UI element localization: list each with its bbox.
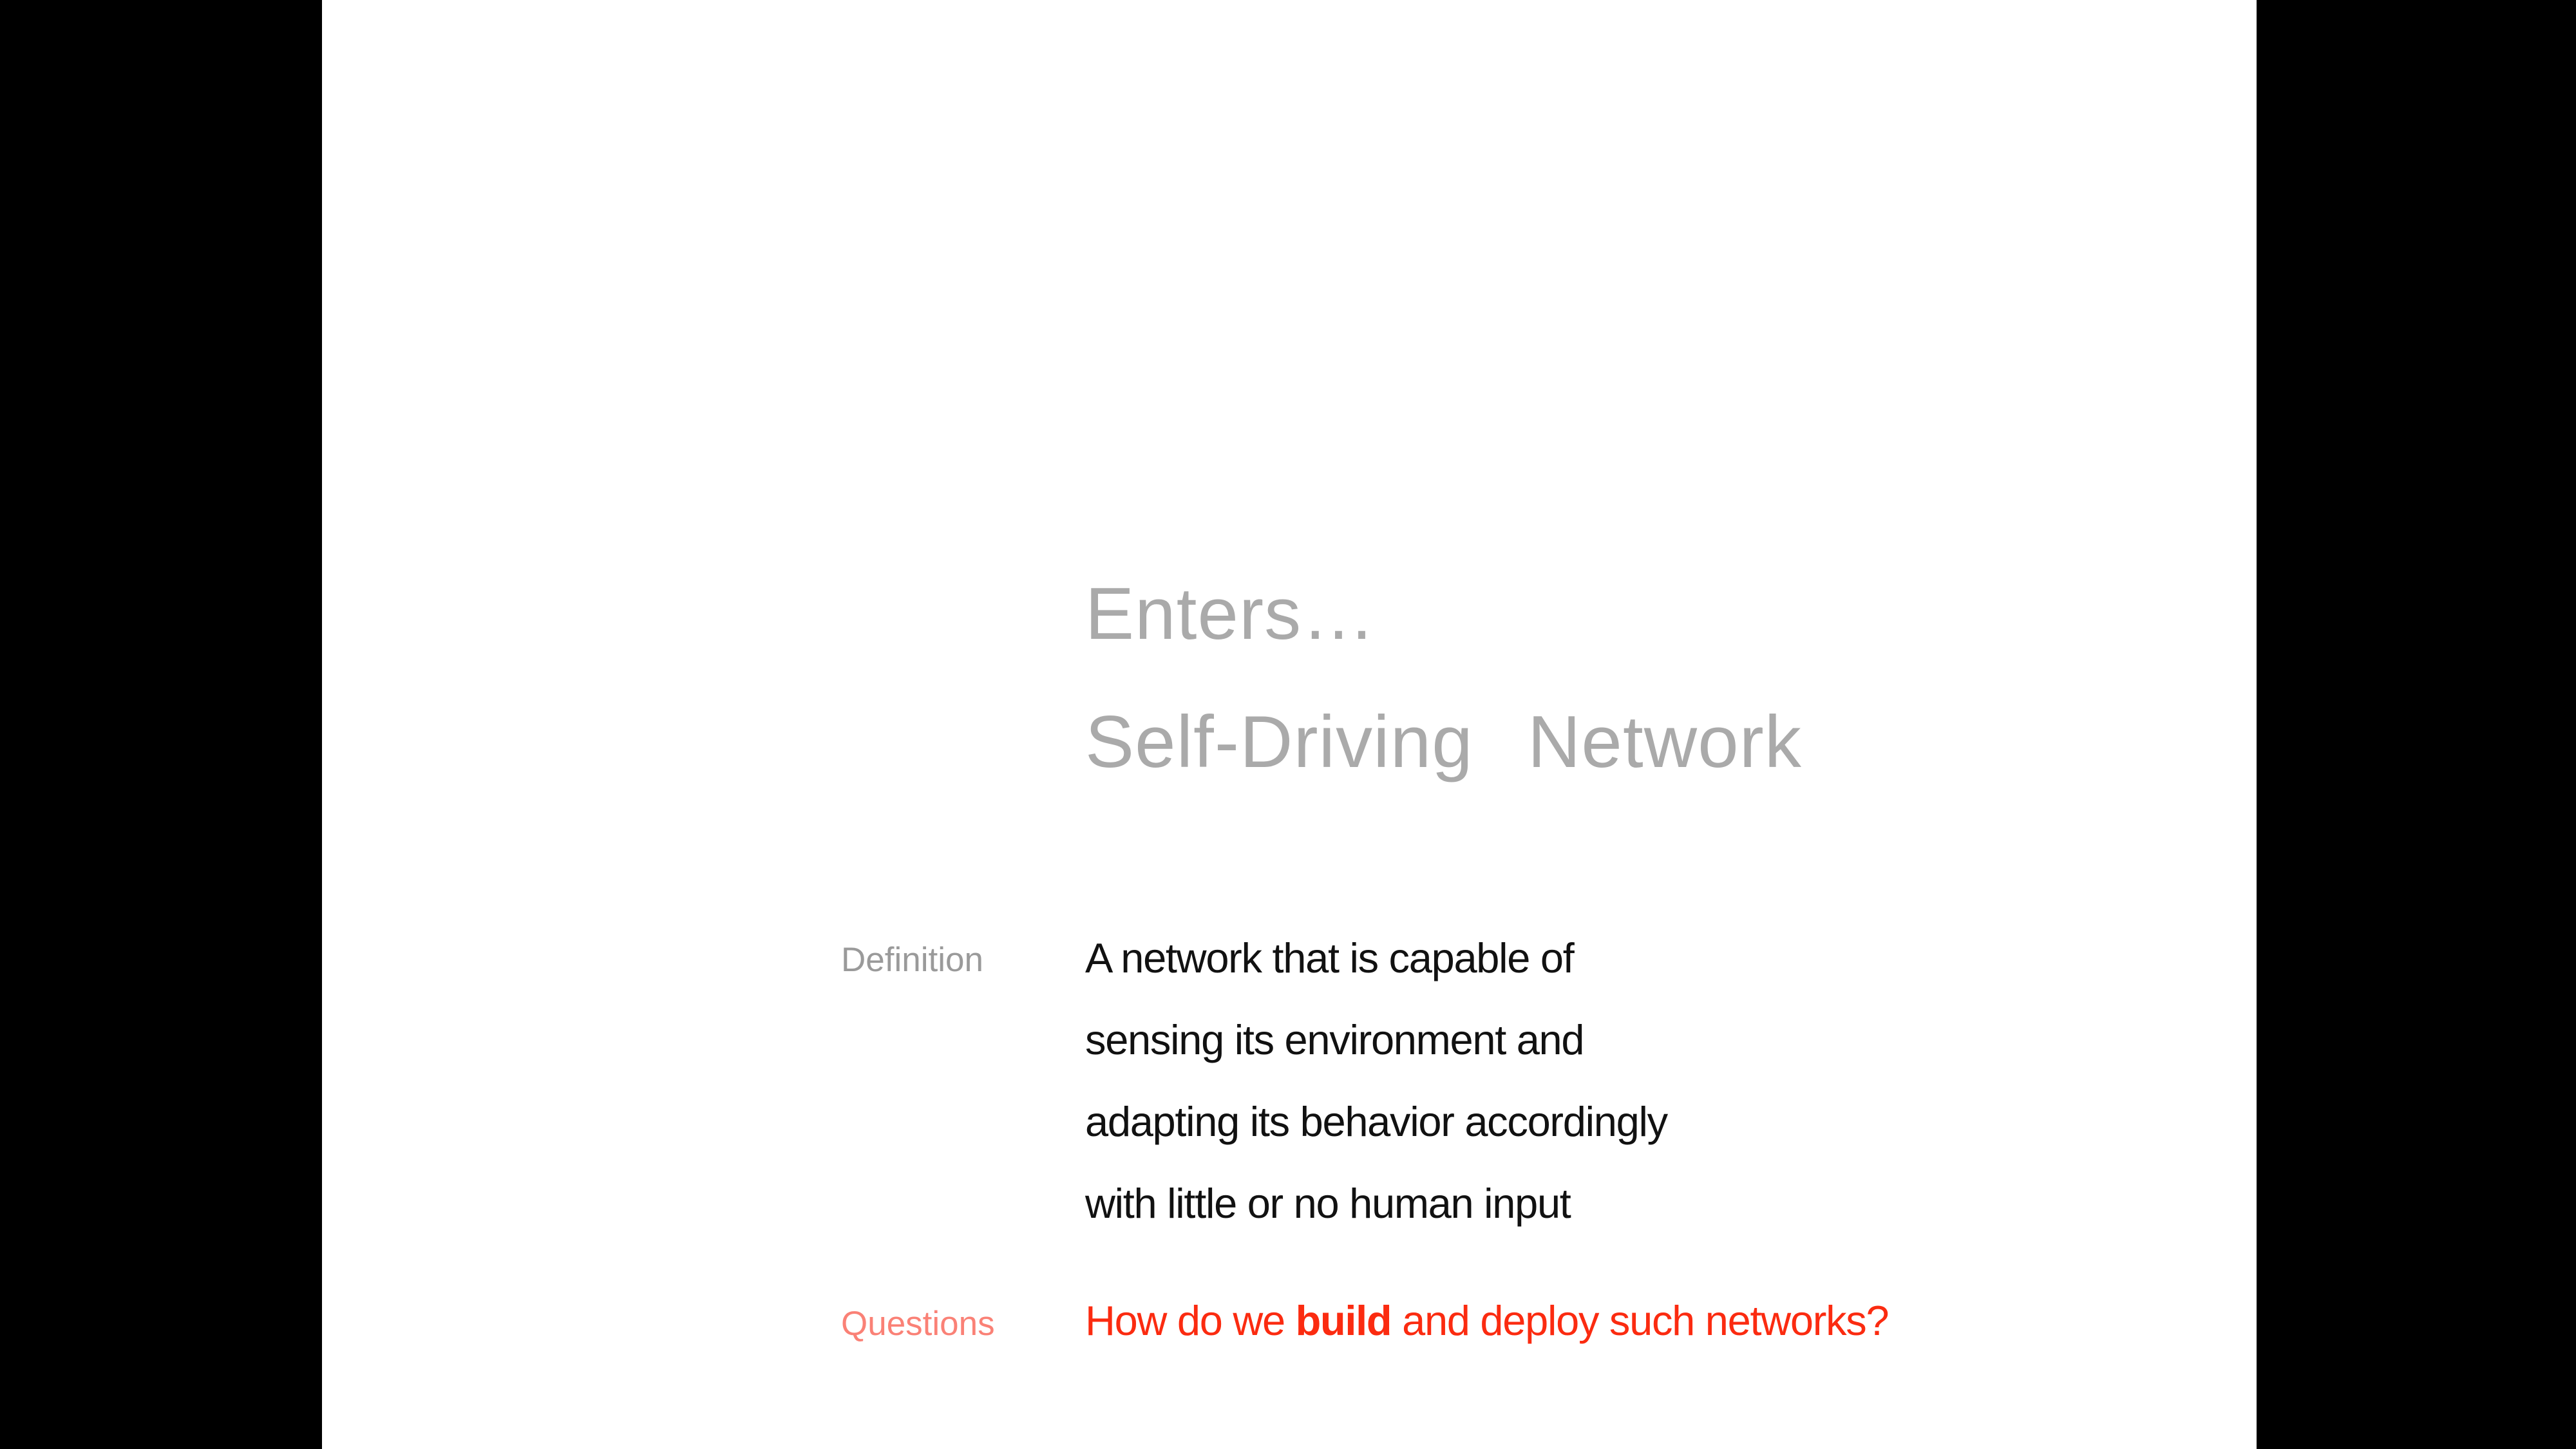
definition-text-line: adapting its behavior accordingly bbox=[1085, 1098, 1667, 1145]
question-text-suffix: and deploy such networks? bbox=[1391, 1297, 1889, 1344]
definition-text-line: sensing its environment and bbox=[1085, 1016, 1584, 1063]
title-line-self-driving-network: Self-Driving Network bbox=[1085, 701, 1803, 783]
slide-canvas bbox=[322, 0, 2257, 1449]
questions-label: Questions bbox=[841, 1305, 995, 1343]
question-text-prefix: How do we bbox=[1085, 1297, 1296, 1344]
question-text bbox=[1085, 1297, 1889, 1344]
definition-text bbox=[1085, 917, 1667, 1244]
definition-label: Definition bbox=[841, 941, 983, 979]
slide-title bbox=[1085, 550, 1802, 806]
question-text-bold-build: build bbox=[1295, 1297, 1392, 1344]
title-line-enters: Enters… bbox=[1085, 573, 1376, 655]
definition-text-line: A network that is capable of bbox=[1085, 934, 1574, 981]
definition-text-line: with little or no human input bbox=[1085, 1180, 1571, 1227]
